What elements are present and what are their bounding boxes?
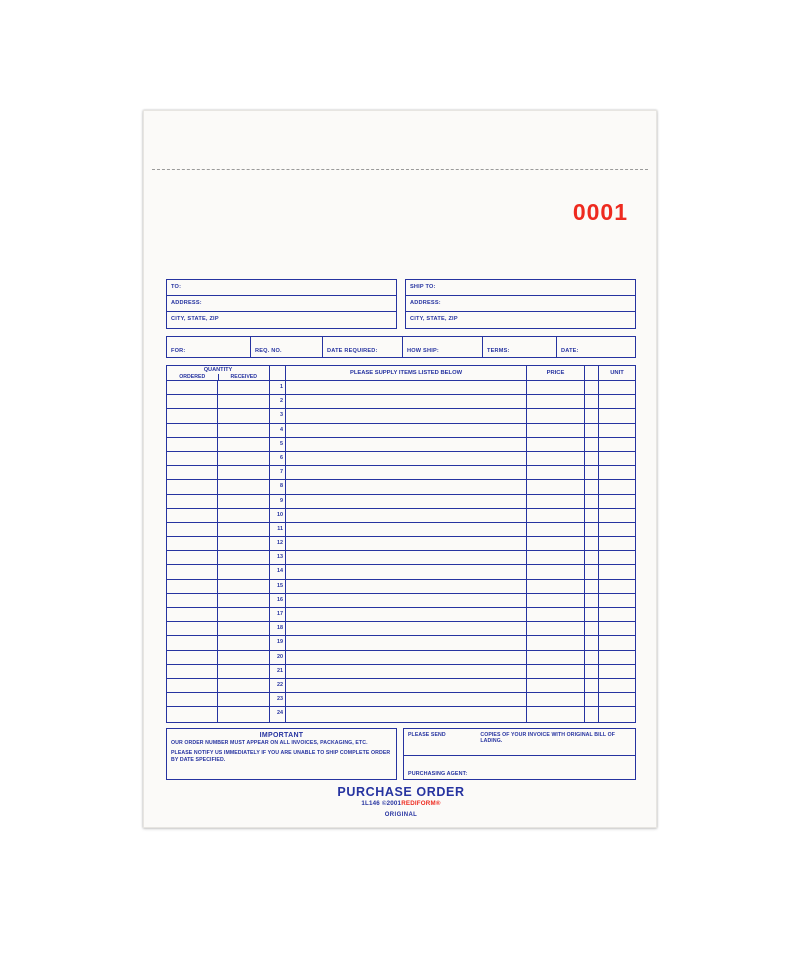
cell-line-number: 17 xyxy=(270,608,286,621)
cell-received[interactable] xyxy=(218,636,270,649)
table-row[interactable] xyxy=(167,594,635,608)
cell-cents[interactable] xyxy=(585,424,599,437)
cell-line-number: 18 xyxy=(270,622,286,635)
cell-line-number: 23 xyxy=(270,693,286,706)
table-row[interactable] xyxy=(167,608,635,622)
table-row[interactable] xyxy=(167,665,635,679)
cell-ordered[interactable] xyxy=(167,565,218,578)
cell-description[interactable] xyxy=(286,381,527,394)
to-city-label: CITY, STATE, ZIP xyxy=(171,316,219,323)
cell-line-number: 5 xyxy=(270,438,286,451)
quantity-header: QUANTITY xyxy=(203,367,233,373)
cell-received[interactable] xyxy=(218,424,270,437)
cell-unit[interactable] xyxy=(599,551,635,564)
cell-price[interactable] xyxy=(527,693,585,706)
cell-unit[interactable] xyxy=(599,580,635,593)
table-row[interactable] xyxy=(167,537,635,551)
cell-cents[interactable] xyxy=(585,438,599,451)
cell-unit[interactable] xyxy=(599,495,635,508)
cell-description[interactable] xyxy=(286,580,527,593)
cell-ordered[interactable] xyxy=(167,679,218,692)
cell-unit[interactable] xyxy=(599,452,635,465)
cell-received[interactable] xyxy=(218,395,270,408)
cell-price[interactable] xyxy=(527,424,585,437)
cell-line-number: 4 xyxy=(270,424,286,437)
table-row[interactable] xyxy=(167,580,635,594)
cell-cents[interactable] xyxy=(585,594,599,607)
cell-cents[interactable] xyxy=(585,580,599,593)
cell-ordered[interactable] xyxy=(167,608,218,621)
cell-received[interactable] xyxy=(218,466,270,479)
cell-price[interactable] xyxy=(527,551,585,564)
cell-ordered[interactable] xyxy=(167,523,218,536)
cell-received[interactable] xyxy=(218,509,270,522)
cell-cents[interactable] xyxy=(585,693,599,706)
cell-price[interactable] xyxy=(527,438,585,451)
form-code: 1L146 xyxy=(361,799,380,807)
quantity-header-group xyxy=(167,366,270,380)
cell-unit[interactable] xyxy=(599,665,635,678)
cell-price[interactable] xyxy=(527,565,585,578)
cell-ordered[interactable] xyxy=(167,580,218,593)
cell-unit[interactable] xyxy=(599,693,635,706)
cell-price[interactable] xyxy=(527,622,585,635)
ship-to-line[interactable] xyxy=(406,280,635,296)
field-terms-label: TERMS: xyxy=(487,348,510,354)
cell-ordered[interactable] xyxy=(167,665,218,678)
brand-registered-icon: ® xyxy=(435,799,441,807)
cell-received[interactable] xyxy=(218,707,270,721)
ship-to-city-label: CITY, STATE, ZIP xyxy=(410,316,458,323)
cell-unit[interactable] xyxy=(599,622,635,635)
field-how-ship[interactable] xyxy=(402,336,482,358)
cell-line-number: 21 xyxy=(270,665,286,678)
cell-received[interactable] xyxy=(218,495,270,508)
cell-line-number: 2 xyxy=(270,395,286,408)
cell-unit[interactable] xyxy=(599,608,635,621)
cell-description[interactable] xyxy=(286,551,527,564)
cell-unit[interactable] xyxy=(599,636,635,649)
field-how-ship-label: HOW SHIP: xyxy=(407,348,439,354)
to-address-label: ADDRESS: xyxy=(171,299,202,306)
cell-received[interactable] xyxy=(218,665,270,678)
cell-price[interactable] xyxy=(527,466,585,479)
cell-unit[interactable] xyxy=(599,509,635,522)
cell-received[interactable] xyxy=(218,679,270,692)
cell-price[interactable] xyxy=(527,665,585,678)
cell-unit[interactable] xyxy=(599,395,635,408)
cell-price[interactable] xyxy=(527,495,585,508)
table-row[interactable] xyxy=(167,651,635,665)
purchase-order-form-sheet xyxy=(143,110,657,828)
cell-cents[interactable] xyxy=(585,707,599,721)
table-row[interactable] xyxy=(167,523,635,537)
important-text-1: OUR ORDER NUMBER MUST APPEAR ON ALL INVOICES, PACKAGING, ETC. xyxy=(171,739,368,746)
cell-ordered[interactable] xyxy=(167,480,218,493)
cell-cents[interactable] xyxy=(585,509,599,522)
cell-received[interactable] xyxy=(218,622,270,635)
cell-ordered[interactable] xyxy=(167,381,218,394)
cell-unit[interactable] xyxy=(599,381,635,394)
please-send-label: PLEASE SEND xyxy=(408,731,446,738)
cell-line-number: 11 xyxy=(270,523,286,536)
table-row[interactable] xyxy=(167,509,635,523)
cell-description[interactable] xyxy=(286,466,527,479)
field-for-label: FOR: xyxy=(171,348,186,354)
field-date-required[interactable] xyxy=(322,336,402,358)
cell-ordered[interactable] xyxy=(167,651,218,664)
cell-price[interactable] xyxy=(527,409,585,422)
cell-description[interactable] xyxy=(286,651,527,664)
cell-cents[interactable] xyxy=(585,537,599,550)
brand-name: REDIFORM xyxy=(401,799,436,807)
cell-cents[interactable] xyxy=(585,381,599,394)
cell-description[interactable] xyxy=(286,509,527,522)
table-row[interactable] xyxy=(167,622,635,636)
important-title: IMPORTANT xyxy=(259,731,304,739)
cell-unit[interactable] xyxy=(599,679,635,692)
table-row[interactable] xyxy=(167,551,635,565)
cell-price[interactable] xyxy=(527,480,585,493)
price-header: PRICE xyxy=(527,366,585,380)
cell-line-number: 14 xyxy=(270,565,286,578)
cell-received[interactable] xyxy=(218,381,270,394)
table-row[interactable] xyxy=(167,424,635,438)
cell-unit[interactable] xyxy=(599,438,635,451)
cell-received[interactable] xyxy=(218,608,270,621)
cell-price[interactable] xyxy=(527,707,585,721)
cell-received[interactable] xyxy=(218,452,270,465)
table-row[interactable] xyxy=(167,395,635,409)
cell-description[interactable] xyxy=(286,395,527,408)
field-date[interactable] xyxy=(556,336,636,358)
cell-line-number: 3 xyxy=(270,409,286,422)
cell-line-number: 22 xyxy=(270,679,286,692)
table-row[interactable] xyxy=(167,679,635,693)
cell-cents[interactable] xyxy=(585,495,599,508)
cents-header xyxy=(585,366,599,380)
cell-description[interactable] xyxy=(286,537,527,550)
cell-unit[interactable] xyxy=(599,466,635,479)
cell-ordered[interactable] xyxy=(167,693,218,706)
cell-ordered[interactable] xyxy=(167,551,218,564)
table-row[interactable] xyxy=(167,452,635,466)
table-row[interactable] xyxy=(167,565,635,579)
items-table-header xyxy=(167,366,635,381)
cell-unit[interactable] xyxy=(599,523,635,536)
cell-received[interactable] xyxy=(218,480,270,493)
field-for[interactable] xyxy=(166,336,250,358)
cell-ordered[interactable] xyxy=(167,636,218,649)
cell-unit[interactable] xyxy=(599,707,635,721)
to-address-line[interactable] xyxy=(167,296,396,312)
cell-received[interactable] xyxy=(218,580,270,593)
cell-cents[interactable] xyxy=(585,636,599,649)
please-send-text: COPIES OF YOUR INVOICE WITH ORIGINAL BILL OF LADING. xyxy=(480,731,616,744)
cell-ordered[interactable] xyxy=(167,395,218,408)
to-line[interactable] xyxy=(167,280,396,296)
cell-description[interactable] xyxy=(286,693,527,706)
cell-unit[interactable] xyxy=(599,409,635,422)
cell-cents[interactable] xyxy=(585,480,599,493)
address-row xyxy=(166,279,636,329)
cell-ordered[interactable] xyxy=(167,409,218,422)
cell-unit[interactable] xyxy=(599,565,635,578)
to-label: TO: xyxy=(171,283,182,290)
cell-price[interactable] xyxy=(527,636,585,649)
cell-received[interactable] xyxy=(218,565,270,578)
order-meta-row xyxy=(166,336,636,358)
unit-header: UNIT xyxy=(610,370,624,376)
cell-price[interactable] xyxy=(527,395,585,408)
ordered-header: ORDERED xyxy=(167,374,219,381)
cell-line-number: 15 xyxy=(270,580,286,593)
cell-ordered[interactable] xyxy=(167,438,218,451)
cell-description[interactable] xyxy=(286,424,527,437)
cell-ordered[interactable] xyxy=(167,537,218,550)
cell-unit[interactable] xyxy=(599,651,635,664)
cell-received[interactable] xyxy=(218,409,270,422)
description-header: PLEASE SUPPLY ITEMS LISTED BELOW xyxy=(286,366,527,380)
cell-unit[interactable] xyxy=(599,480,635,493)
please-send-box xyxy=(403,728,636,780)
cell-description[interactable] xyxy=(286,679,527,692)
received-header: RECEIVED xyxy=(230,374,258,380)
copyright-year: ©2001 xyxy=(381,799,402,807)
cell-received[interactable] xyxy=(218,551,270,564)
items-table-body xyxy=(167,381,635,722)
cell-price[interactable] xyxy=(527,381,585,394)
cell-line-number: 10 xyxy=(270,509,286,522)
ship-to-city-line[interactable] xyxy=(406,312,635,328)
cell-received[interactable] xyxy=(218,537,270,550)
cell-price[interactable] xyxy=(527,594,585,607)
cell-cents[interactable] xyxy=(585,452,599,465)
cell-description[interactable] xyxy=(286,707,527,721)
cell-description[interactable] xyxy=(286,495,527,508)
cell-price[interactable] xyxy=(527,580,585,593)
cell-description[interactable] xyxy=(286,636,527,649)
cell-ordered[interactable] xyxy=(167,622,218,635)
field-terms[interactable] xyxy=(482,336,556,358)
cell-cents[interactable] xyxy=(585,679,599,692)
cell-unit[interactable] xyxy=(599,424,635,437)
form-imprint xyxy=(166,800,636,807)
copy-label: ORIGINAL xyxy=(384,811,418,818)
cell-description[interactable] xyxy=(286,665,527,678)
items-table xyxy=(166,365,636,723)
please-send-divider xyxy=(404,755,635,756)
cell-description[interactable] xyxy=(286,565,527,578)
cell-line-number: 19 xyxy=(270,636,286,649)
ship-to-address-label: ADDRESS: xyxy=(410,299,441,306)
cell-unit[interactable] xyxy=(599,594,635,607)
table-row[interactable] xyxy=(167,466,635,480)
cell-line-number: 12 xyxy=(270,537,286,550)
table-row[interactable] xyxy=(167,693,635,707)
cell-line-number: 9 xyxy=(270,495,286,508)
cell-cents[interactable] xyxy=(585,409,599,422)
cell-ordered[interactable] xyxy=(167,495,218,508)
cell-price[interactable] xyxy=(527,452,585,465)
cell-line-number: 7 xyxy=(270,466,286,479)
cell-line-number: 16 xyxy=(270,594,286,607)
to-city-line[interactable] xyxy=(167,312,396,328)
cell-price[interactable] xyxy=(527,608,585,621)
cell-description[interactable] xyxy=(286,594,527,607)
cell-description[interactable] xyxy=(286,480,527,493)
form-title: PURCHASE ORDER xyxy=(337,784,465,799)
cell-ordered[interactable] xyxy=(167,707,218,721)
cell-description[interactable] xyxy=(286,409,527,422)
cell-price[interactable] xyxy=(527,537,585,550)
perforation-line xyxy=(152,169,648,170)
cell-ordered[interactable] xyxy=(167,452,218,465)
cell-cents[interactable] xyxy=(585,466,599,479)
cell-cents[interactable] xyxy=(585,608,599,621)
cell-ordered[interactable] xyxy=(167,594,218,607)
cell-line-number: 13 xyxy=(270,551,286,564)
cell-ordered[interactable] xyxy=(167,424,218,437)
cell-description[interactable] xyxy=(286,452,527,465)
cell-price[interactable] xyxy=(527,509,585,522)
cell-cents[interactable] xyxy=(585,622,599,635)
table-row[interactable] xyxy=(167,480,635,494)
cell-price[interactable] xyxy=(527,523,585,536)
cell-description[interactable] xyxy=(286,438,527,451)
table-row[interactable] xyxy=(167,438,635,452)
cell-cents[interactable] xyxy=(585,395,599,408)
cell-received[interactable] xyxy=(218,523,270,536)
cell-cents[interactable] xyxy=(585,565,599,578)
cell-line-number: 1 xyxy=(270,381,286,394)
to-block xyxy=(166,279,397,329)
field-req-no[interactable] xyxy=(250,336,322,358)
form-body xyxy=(166,279,636,818)
cell-line-number: 20 xyxy=(270,651,286,664)
purchasing-agent-label: PURCHASING AGENT: xyxy=(408,770,468,777)
cell-description[interactable] xyxy=(286,523,527,536)
cell-unit[interactable] xyxy=(599,537,635,550)
cell-line-number: 6 xyxy=(270,452,286,465)
table-row[interactable] xyxy=(167,636,635,650)
ship-to-label: SHIP TO: xyxy=(410,283,436,290)
field-req-no-label: REQ. NO. xyxy=(255,348,282,354)
cell-received[interactable] xyxy=(218,594,270,607)
table-row[interactable] xyxy=(167,707,635,721)
purchase-order-number: 0001 xyxy=(572,199,628,225)
ship-to-address-line[interactable] xyxy=(406,296,635,312)
cell-description[interactable] xyxy=(286,622,527,635)
table-row[interactable] xyxy=(167,381,635,395)
cell-cents[interactable] xyxy=(585,651,599,664)
field-date-required-label: DATE REQUIRED: xyxy=(327,348,378,354)
cell-line-number: 8 xyxy=(270,480,286,493)
cell-cents[interactable] xyxy=(585,523,599,536)
cell-line-number: 24 xyxy=(270,707,286,721)
table-row[interactable] xyxy=(167,495,635,509)
cell-received[interactable] xyxy=(218,651,270,664)
line-number-header xyxy=(270,366,286,380)
footer-row xyxy=(166,728,636,780)
important-text-2: PLEASE NOTIFY US IMMEDIATELY IF YOU ARE UNABLE TO SHIP COMPLETE ORDER BY DATE SPECIFIED. xyxy=(171,750,391,763)
important-notice-box xyxy=(166,728,397,780)
ship-to-block xyxy=(405,279,636,329)
cell-ordered[interactable] xyxy=(167,509,218,522)
cell-description[interactable] xyxy=(286,608,527,621)
cell-cents[interactable] xyxy=(585,665,599,678)
cell-received[interactable] xyxy=(218,693,270,706)
please-send-row xyxy=(404,729,635,744)
cell-price[interactable] xyxy=(527,679,585,692)
cell-price[interactable] xyxy=(527,651,585,664)
cell-received[interactable] xyxy=(218,438,270,451)
field-date-label: DATE: xyxy=(561,348,579,354)
table-row[interactable] xyxy=(167,409,635,423)
cell-cents[interactable] xyxy=(585,551,599,564)
cell-ordered[interactable] xyxy=(167,466,218,479)
